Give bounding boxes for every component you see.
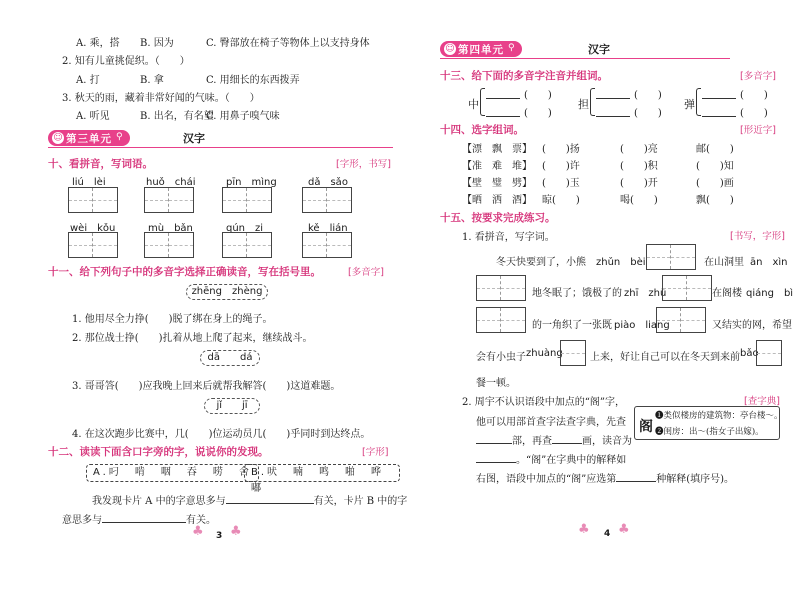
p2-line-5b: 种解释(填序号)。	[656, 474, 735, 485]
unit4-banner	[440, 41, 780, 57]
answer-grid[interactable]	[662, 275, 712, 301]
passage-text: 又结实的网，希望	[712, 320, 792, 331]
sec12-title: 十二、读读下面含口字旁的字，说说你的发现。	[48, 446, 269, 458]
answer-blank[interactable]	[486, 106, 520, 117]
sec10-title: 十、看拼音，写词语。	[48, 158, 153, 170]
palm-icon: ♣	[192, 524, 204, 539]
palm-icon: ♣	[618, 522, 630, 537]
p2-line-4	[476, 451, 626, 466]
q3-option-c: C. 用鼻子嗅气味	[206, 111, 280, 122]
sec14-item[interactable]: 邮( )	[696, 144, 734, 155]
answer-grid[interactable]	[646, 244, 696, 270]
card-a: A.叼 啃 咽 吞 唠 舍	[86, 464, 259, 482]
answer-grid[interactable]	[656, 307, 706, 333]
sec14-item[interactable]: ( )亮	[620, 144, 658, 155]
palm-icon: ♣	[230, 524, 242, 539]
answer-grid[interactable]	[302, 232, 352, 258]
unit3-topic: 汉字	[183, 132, 205, 145]
answer-blank[interactable]	[596, 88, 630, 99]
answer-grid[interactable]	[68, 187, 118, 213]
passage-text: 会有小虫子	[476, 352, 526, 363]
pinyin-capsule-da: dā dá	[200, 350, 260, 366]
pinyin-capsule-zheng: zhēng zhèng	[186, 284, 268, 300]
dict-char: 阁	[639, 419, 653, 435]
unit4-topic: 汉字	[588, 43, 610, 56]
unit4-divider	[440, 58, 730, 59]
q2-option-b: B. 拿	[140, 75, 164, 86]
unit3-banner	[48, 130, 393, 146]
answer-grid[interactable]	[144, 187, 194, 213]
sec12-tag: [字形]	[362, 447, 389, 458]
card-b: B.吠 喃 鸣 啪 哗 嘟	[244, 464, 400, 482]
sec11-sentence-2: 2. 那位战士挣( )扎着从地上爬了起来，继续战斗。	[72, 333, 313, 344]
sec14-group: 【漂 飘 票】	[462, 144, 532, 155]
palm-icon: ♣	[578, 522, 590, 537]
sec11-sentence-1: 1. 他用尽全力挣( )脱了绑在身上的绳子。	[72, 314, 273, 325]
sec13-tag: [多音字]	[740, 71, 776, 82]
passage-pinyin: ān xìn	[750, 257, 788, 268]
p2-line-3	[476, 432, 632, 447]
sec15-tag: [书写，字形]	[730, 231, 785, 242]
unit4-pill	[440, 41, 522, 57]
sec14-item[interactable]: ( )积	[620, 161, 658, 172]
sec14-item[interactable]: 晾( )	[542, 195, 580, 206]
sec10-pinyin-2: huǒ chái	[146, 177, 196, 188]
answer-grid[interactable]	[222, 187, 272, 213]
paren-blank[interactable]: ( )	[634, 108, 662, 119]
sec14-group: 【晒 洒 酒】	[462, 195, 532, 206]
sec15-title: 十五、按要求完成练习。	[440, 212, 556, 224]
passage-text: 在阁楼	[712, 288, 742, 299]
paren-blank[interactable]: ( )	[740, 108, 768, 119]
sec14-tag: [形近字]	[740, 125, 776, 136]
p2-line-2: 他可以用部首查字法查字典，先查	[476, 417, 626, 428]
page-number: 4	[604, 529, 611, 539]
unit3-pill	[48, 130, 130, 146]
passage-text: 在山洞里	[704, 257, 744, 268]
sec14-item[interactable]: ( )知	[696, 161, 734, 172]
pinyin-capsule-ji: jǐ jī	[204, 398, 260, 414]
p2-line-5a: 右图，语段中加点的“阁”应选第	[476, 474, 617, 485]
right-page	[400, 0, 800, 589]
smile-icon: ☺	[53, 133, 63, 143]
sec14-item[interactable]: ( )开	[620, 178, 658, 189]
passage-pinyin: zhī zhū	[624, 288, 667, 299]
sec14-title: 十四、选字组词。	[440, 124, 524, 136]
answer-blank[interactable]	[476, 433, 512, 444]
passage-text: 餐一顿。	[476, 378, 516, 389]
page-number: 3	[216, 531, 223, 541]
unit4-label: 第四单元	[458, 44, 504, 56]
answer-grid[interactable]	[222, 232, 272, 258]
sec10-pinyin-3: pīn mìng	[226, 177, 277, 188]
q2-option-c: C. 用细长的东西拨弄	[206, 75, 300, 86]
p2-label: 2. 周宇不认识语段中加点的“阁”字，	[462, 397, 625, 408]
polyphone-char: 弹	[684, 98, 695, 111]
p2-line-3a: 部，再查	[512, 436, 552, 447]
answer-grid[interactable]	[144, 232, 194, 258]
unit3-label: 第三单元	[66, 133, 112, 145]
dict-def-1: ❶类似楼房的建筑物：亭台楼～。	[655, 411, 783, 421]
passage-text: 冬天快要到了，小熊	[496, 257, 586, 268]
sec14-group: 【准 难 堆】	[462, 161, 532, 172]
q3-stem: 3. 秋天的雨，藏着非常好闻的气味。（ ）	[62, 93, 260, 104]
sec14-item[interactable]: 飘( )	[696, 195, 734, 206]
sec10-pinyin-8: kě lián	[308, 223, 348, 234]
sec15-p1-label: 1. 看拼音，写字词。	[462, 232, 555, 243]
answer-blank[interactable]	[616, 471, 656, 482]
paren-blank[interactable]: ( )	[634, 90, 662, 101]
answer-blank[interactable]	[702, 106, 736, 117]
sec14-item[interactable]: ( )画	[696, 178, 734, 189]
passage-pinyin: piào liang	[614, 320, 670, 331]
p2-tag: [查字典]	[744, 396, 780, 407]
sec10-pinyin-4: dǎ sǎo	[308, 177, 348, 188]
q1-option-c: C. 臀部放在椅子等物体上以支持身体	[206, 38, 370, 49]
q1-option-b: B. 因为	[140, 38, 174, 49]
answer-blank[interactable]	[596, 106, 630, 117]
answer-grid[interactable]	[476, 307, 526, 333]
passage-pinyin: zhuàng	[526, 348, 563, 359]
magnifier-icon: ⚲	[508, 43, 515, 53]
p2-line-4-text: 。“阁”在字典中的解释如	[516, 455, 627, 466]
q2-option-a: A. 打	[76, 75, 100, 86]
answer-blank[interactable]	[476, 452, 516, 463]
p2-line-5	[476, 470, 734, 485]
sec14-item[interactable]: ( )扬	[542, 144, 580, 155]
sec14-group: 【壁 璧 劈】	[462, 178, 532, 189]
passage-pinyin: zhǔn bèi	[596, 257, 646, 268]
paren-blank[interactable]: ( )	[740, 90, 768, 101]
sec13-title: 十三、给下面的多音字注音并组词。	[440, 70, 608, 82]
brace	[480, 88, 485, 116]
sec11-sentence-4: 4. 在这次跑步比赛中，几( )位运动员几( )乎同时到达终点。	[72, 429, 371, 440]
smile-icon: ☺	[445, 44, 455, 54]
sec14-item[interactable]: 喝( )	[620, 195, 658, 206]
answer-blank[interactable]	[486, 88, 520, 99]
answer-blank[interactable]	[552, 433, 582, 444]
passage-pinyin: qiáng bì	[746, 288, 794, 299]
brace	[696, 88, 701, 116]
sec12-line1a: 我发现卡片 A 中的字意思多与	[92, 496, 226, 507]
q2-stem: 2. 知有儿童挑促织。（ ）	[62, 56, 190, 67]
paren-blank[interactable]: ( )	[524, 108, 552, 119]
answer-grid[interactable]	[302, 187, 352, 213]
polyphone-char: 中	[468, 98, 479, 111]
sec14-item[interactable]: ( )许	[542, 161, 580, 172]
sec12-line2a: 意思多与	[62, 515, 102, 526]
unit3-divider	[48, 147, 393, 148]
paren-blank[interactable]: ( )	[524, 90, 552, 101]
answer-blank[interactable]	[702, 88, 736, 99]
sec11-tag: [多音字]	[348, 267, 384, 278]
sec14-item[interactable]: ( )玉	[542, 178, 580, 189]
dict-def-2: ❷闺房：出～(指女子出嫁)。	[655, 427, 764, 437]
answer-blank[interactable]	[102, 512, 186, 523]
dictionary-entry-box	[634, 406, 783, 440]
magnifier-icon: ⚲	[116, 132, 123, 142]
sec10-pinyin-1: liú lèi	[72, 177, 106, 188]
passage-pinyin: bǎo	[740, 348, 759, 359]
answer-blank[interactable]	[226, 493, 314, 504]
q3-option-a: A. 听见	[76, 111, 110, 122]
polyphone-char: 担	[578, 98, 589, 111]
sec10-tag: [字形，书写]	[336, 159, 391, 170]
sec10-pinyin-7: qún zi	[226, 223, 264, 234]
answer-grid[interactable]	[560, 340, 586, 366]
sec12-line1b: 有关，卡片 B 中的字	[313, 496, 408, 507]
q3-option-b: B. 出名，有名望	[140, 111, 214, 122]
sec11-sentence-3: 3. 哥哥答( )应我晚上回来后就帮我解答( )这道难题。	[72, 381, 341, 392]
passage-text: 地冬眠了；饿极了的	[532, 288, 622, 299]
passage-text: 上来，好让自己可以在冬天到来前	[590, 352, 740, 363]
passage-text: 的一角织了一张既	[532, 320, 612, 331]
answer-grid[interactable]	[68, 232, 118, 258]
answer-grid[interactable]	[756, 340, 782, 366]
sec10-pinyin-6: mù bǎn	[148, 223, 193, 234]
sec10-pinyin-5: wèi kǒu	[70, 223, 116, 234]
answer-grid[interactable]	[476, 275, 526, 301]
q1-option-a: A. 乘，搭	[76, 38, 120, 49]
brace	[590, 88, 595, 116]
sec11-title: 十一、给下列句子中的多音字选择正确读音，写在括号里。	[48, 266, 321, 278]
sec12-line2b: 有关。	[186, 515, 216, 526]
sec12-line-1	[92, 492, 407, 507]
p2-line-3b: 画，读音为	[582, 436, 632, 447]
